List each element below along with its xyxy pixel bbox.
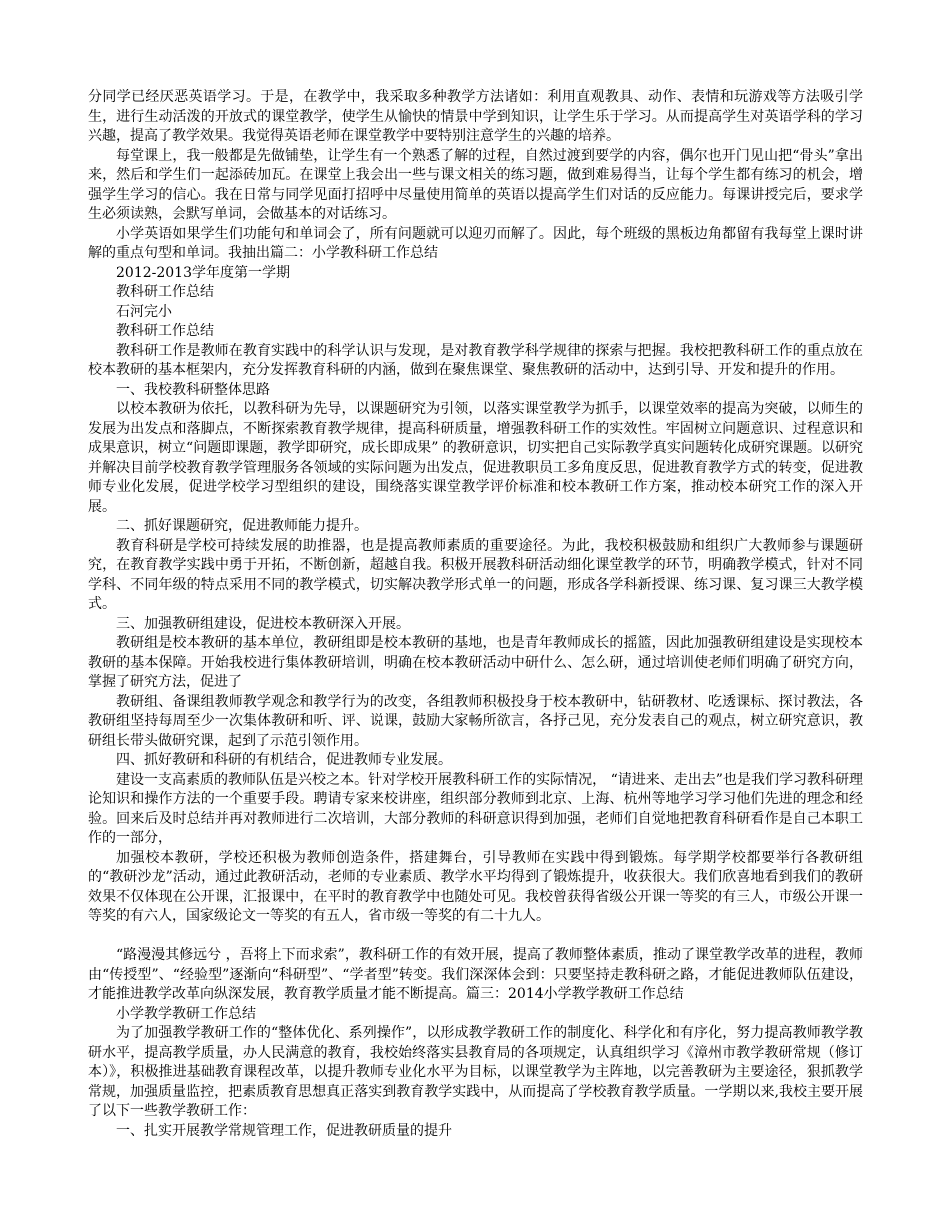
paragraph: 教研组、备课组教师教学观念和教学行为的改变，各组教师积极投身于校本教研中，钻研教材、吃透课标、探讨教法，各教研组坚持每周至少一次集体教研和听、评、说课，鼓励大家畅所欲言，各抒己见，充分发表自己的观点，树立研究意识，教研组长带头做研究课，起到了示范引领作用。 (88, 693, 863, 749)
paragraph: 建设一支高素质的教师队伍是兴校之本。针对学校开展教科研工作的实际情况， “请进来、走出去”也是我们学习教科研理论知识和操作方法的一个重要手段。聘请专家来校讲座，组织部分教师到北京、上海、杭州等地学习学习他们先进的理念和经验。回来后及时总结并再对教师进行二次培训，大部分教师的科研意识得到加强，老师们自觉地把教育科研看作是自己本职工作的一部分， (88, 771, 863, 846)
paragraph: 一、我校教科研整体思路 (116, 381, 270, 398)
paragraph: 教科研工作是教师在教育实践中的科学认识与发现，是对教育教学科学规律的探索与把握。我校把教科研工作的重点放在校本教研的基本框架内，充分发挥教育科研的内涵，做到在聚焦课堂、聚焦教研的活动中，达到引导、开发和提升的作用。 (88, 342, 863, 378)
document-body (88, 88, 863, 1141)
paragraph: 教育科研是学校可持续发展的助推器，也是提高教师素质的重要途径。为此，我校积极鼓励和组织广大教师参与课题研究，在教育教学实践中勇于开拓，不断创新，超越自我。积极开展教科研活动细化课堂教学的环节，明确教学模式，针对不同学科、不同年级的特点采用不同的教学模式，切实解决教学形式单一的问题，形成各学科新授课、练习课、复习课三大教学模式。 (88, 537, 863, 612)
paragraph: 以校本教研为依托，以教科研为先导，以课题研究为引领，以落实课堂教学为抓手，以课堂效率的提高为突破，以师生的发展为出发点和落脚点，不断探索教育教学规律，提高科研质量，增强教科研工作的实效性。牢固树立问题意识、过程意识和成果意识，树立“问题即课题，教学即研究，成长即成果” 的教研意识，切实把自己实际教学真实问题转化成研究课题。以研究并解决目前学校教育教学管理服务各领域的实际问题为出发点，促进教职员工多角度反思，促进教育教学方式的转变，促进教师专业化发展，促进学校学习型组织的建设，围绕落实课堂教学评价标准和校本教研工作方案，推动校本研究工作的深入开展。 (88, 401, 863, 515)
paragraph: 石河完小 (116, 303, 172, 320)
paragraph: 四、抓好教研和科研的有机结合，促进教师专业发展。 (116, 752, 452, 768)
blank-line (88, 927, 863, 947)
paragraph: 教研组是校本教研的基本单位，教研组即是校本教研的基地，也是青年教师成长的摇篮，因此加强教研组建设是实现校本教研的基本保障。开始我校进行集体教研培训，明确在校本教研活动中研什么、怎么研，通过培训使老师们明确了研究方向，掌握了研究方法，促进了 (88, 635, 863, 690)
paragraph: 小学英语如果学生们功能句和单词会了，所有问题就可以迎刃而解了。因此，每个班级的黑板边角都留有我每堂上课时讲解的重点句型和单词。我抽出篇二：小学教科研工作总结 (88, 225, 863, 261)
paragraph: 2012-2013学年度第一学期 (116, 264, 290, 281)
paragraph: 为了加强教学教研工作的“整体优化、系列操作”，以形成教学教研工作的制度化、科学化和有序化，努力提高教师教学教研水平，提高教学质量，办人民满意的教育，我校始终落实县教育局的各项规定，认真组织学习《漳州市教学教研常规（修订本）》，积极推进基础教育课程改革，以提升教师专业化水平为目标，以课堂教学为主阵地，以完善教研为主要途径，狠抓教学常规，加强质量监控，把素质教育思想真正落实到教育教学实践中，从而提高了学校教育教学质量。一学期以来,我校主要开展了以下一些教学教研工作： (88, 1025, 863, 1119)
paragraph: 小学教学教研工作总结 (116, 1005, 256, 1022)
paragraph: 加强校本教研，学校还积极为教师创造条件，搭建舞台，引导教师在实践中得到锻炼。每学期学校都要举行各教研组的“教研沙龙”活动，通过此教研活动，老师的专业素质、教学水平均得到了锻炼提升，收获很大。我们欣喜地看到我们的教研效果不仅体现在公开课，汇报课中，在平时的教育教学中也随处可见。我校曾获得省级公开课一等奖的有三人，市级公开课一等奖的有六人，国家级论文一等奖的有五人，省市级一等奖的有二十九人。 (88, 849, 863, 924)
paragraph: 教科研工作总结 (116, 284, 214, 300)
paragraph: 一、扎实开展教学常规管理工作，促进教研质量的提升 (116, 1122, 452, 1139)
paragraph: “路漫漫其修远兮 ，吾将上下而求索”，教科研工作的有效开展，提高了教师整体素质，推动了课堂教学改革的进程，教师由“传授型”、“经验型”逐渐向“科研型”、“学者型”转变。我们深深体会到：只要坚持走教科研之路，才能促进教师队伍建设，才能推进教学改革向纵深发展，教育教学质量才能不断提高。篇三：2014小学教学教研工作总结 (88, 947, 863, 1002)
paragraph: 二、抓好课题研究，促进教师能力提升。 (116, 518, 368, 534)
paragraph: 三、加强教研组建设，促进校本教研深入开展。 (116, 615, 410, 632)
paragraph: 分同学已经厌恶英语学习。于是，在教学中，我采取多种教学方法诸如：利用直观教具、动作、表情和玩游戏等方法吸引学生，进行生动活泼的开放式的课堂教学，使学生从愉快的情景中学到知识，让学生乐于学习。从而提高学生对英语学科的学习兴趣，提高了教学效果。我觉得英语老师在课堂教学中要特别注意学生的兴趣的培养。 (88, 89, 863, 144)
paragraph: 教科研工作总结 (116, 323, 214, 339)
paragraph: 每堂课上，我一般都是先做铺垫，让学生有一个熟悉了解的过程，自然过渡到要学的内容，偶尔也开门见山把“骨头”拿出来，然后和学生们一起添砖加瓦。在课堂上我会出一些与课文相关的练习题，做到难易得当，让每个学生都有练习的机会，增强学生学习的信心。我在日常与同学见面打招呼中尽量使用简单的英语以提高学生们对话的反应能力。每课讲授完后，要求学生必须读熟，会默写单词，会做基本的对话练习。 (88, 147, 863, 222)
